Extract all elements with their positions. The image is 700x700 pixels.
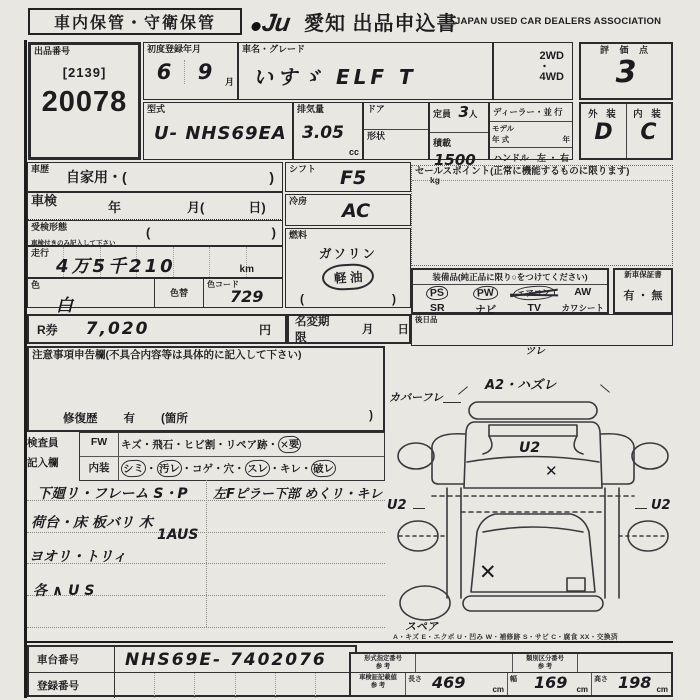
note-pillar: 左Fピラー下部 めくリ・キレ <box>213 487 383 502</box>
payload-value: 1500 <box>434 151 476 169</box>
drive-4wd: 4WD <box>539 71 564 84</box>
note-undercarriage: 下廻リ・フレーム S・P <box>37 486 188 502</box>
displacement-box <box>293 102 363 160</box>
front-fender-left <box>432 434 465 484</box>
annotation-windshield-x: ✕ <box>545 462 558 480</box>
steering-options: 左 ・ 右 <box>536 153 569 163</box>
interior-item-circled: 破レ <box>311 459 337 477</box>
rear-detail-box <box>567 578 585 591</box>
displacement-label: 排気量 <box>297 104 325 114</box>
chassis-table <box>27 645 357 697</box>
front-wheel-right <box>632 443 668 469</box>
capacity-unit: 人 <box>468 109 478 119</box>
note-bed-floor: 荷台・床 板バリ 木 <box>31 515 153 531</box>
note-kakubu: 各 ∧ U S <box>33 583 95 599</box>
equip-leather-seat: カワシート <box>561 303 604 313</box>
class-number-value <box>578 654 671 672</box>
drive-dot: ・ <box>539 60 550 73</box>
storage-label-box <box>28 8 242 35</box>
annotation-cab-dent: U2 <box>519 440 541 456</box>
equip-aircon-struck: エアコン <box>513 285 555 301</box>
fw-item-circled: ✕要 <box>278 435 302 453</box>
fw-item: 飛石 <box>152 439 174 451</box>
form-body <box>24 40 677 698</box>
equip-aw: AW <box>574 286 592 298</box>
fw-item: リペア跡 <box>225 439 268 451</box>
warranty-box <box>613 268 673 314</box>
width-cell <box>508 673 592 695</box>
note-1aus: 1AUS <box>157 527 199 543</box>
dealer-import-label: ディーラー・並 行 <box>490 103 572 122</box>
grade-box <box>579 102 673 160</box>
lot-number-box <box>28 42 141 160</box>
damage-legend: A・キズ E・エクボ U・凹み W・補修跡 S・サビ C・腐食 XX・交換済 <box>393 634 618 641</box>
model-year-suffix: 年 <box>562 135 570 144</box>
car-history-box <box>27 162 283 192</box>
door-shape-box <box>363 102 429 160</box>
warranty-options: 有 ・ 無 <box>623 289 663 302</box>
interior-item-circled: 汚レ <box>156 459 182 477</box>
column-divider <box>206 480 207 627</box>
lot-code: [2139] <box>62 65 107 81</box>
cab-corner-left <box>483 436 492 454</box>
interior-item-circled: スレ <box>244 459 270 477</box>
height-unit: cm <box>656 685 668 694</box>
exterior-grade-value: D <box>594 120 613 145</box>
capacity-value: 3 <box>458 103 469 121</box>
tick-mark <box>413 508 425 509</box>
registration-number-row <box>29 673 355 698</box>
fw-label: FW <box>80 433 119 456</box>
registration-number-cells <box>115 673 355 698</box>
notice-box <box>27 346 385 432</box>
first-registration-box <box>143 42 238 100</box>
aircon-value: AC <box>342 200 371 222</box>
paren-close: ) <box>369 410 373 422</box>
inspector-table <box>79 432 385 481</box>
exam-form-label: 受検形態 <box>31 222 68 232</box>
rear-wheel-left <box>398 521 438 551</box>
inspector-interior-row: 内装 シミ ・ 汚レ ・コゲ・穴・ スレ ・キレ・ 破レ <box>80 457 384 480</box>
height-label: 高さ <box>594 676 608 683</box>
interior-row-label: 内装 <box>80 457 119 480</box>
lot-number: 20078 <box>41 86 128 119</box>
car-history-value: 自家用・( <box>66 169 127 185</box>
r-ticket-value: 7,020 <box>85 319 150 339</box>
aircon-box <box>285 194 411 226</box>
warranty-label: 新車保証書 <box>624 270 662 279</box>
inspection-expiry-box <box>27 192 283 220</box>
divider <box>626 104 627 158</box>
car-name-label: 車名・グレード <box>242 44 306 54</box>
front-fender-right <box>601 434 634 484</box>
rear-bumper <box>463 596 603 611</box>
front-bumper <box>469 402 597 419</box>
name-change-day: 日 <box>397 324 409 336</box>
car-name-box <box>238 42 493 100</box>
payload-unit: kg <box>430 175 440 185</box>
color-code-label: 色コード <box>207 280 239 289</box>
fw-item: キズ <box>121 439 142 451</box>
name-change-label: 名変期限 <box>295 316 330 344</box>
dealer-import-box <box>489 102 573 163</box>
repair-location: (箇所 <box>161 413 188 425</box>
first-registration-month: 9 <box>197 60 213 85</box>
drive-type-box <box>493 42 573 100</box>
door-label: ドア <box>367 104 385 114</box>
shift-label: シフト <box>289 164 317 174</box>
length-cell <box>406 673 508 695</box>
mileage-box <box>27 246 283 278</box>
car-name-value: いすゞ ELF T <box>253 65 417 90</box>
payload-label: 積載 <box>433 138 452 148</box>
capacity-payload-box <box>429 102 489 185</box>
name-change-box <box>287 314 411 344</box>
spec-table <box>349 652 673 697</box>
annotation-spare-label: スペア <box>405 620 438 633</box>
color-change-label: 色替 <box>169 287 188 298</box>
tick-mark <box>635 508 647 509</box>
car-history-label: 車歴 <box>31 164 50 174</box>
evaluation-score-box <box>579 42 673 100</box>
annotation-bumper-loose: A2・ハズレ <box>485 378 557 393</box>
model-code-label: 型式 <box>147 104 166 114</box>
inspection-year: 年 <box>108 199 122 215</box>
equip-ps: PS <box>426 285 449 300</box>
interior-item: キレ <box>280 463 301 475</box>
shift-value: F5 <box>340 167 367 189</box>
later-items-label: 後日品 <box>415 315 438 324</box>
chassis-value: NHS69E- 7402076 <box>125 649 327 670</box>
cab-corner-right <box>574 436 583 454</box>
aircon-label: 冷房 <box>289 196 308 206</box>
fw-item: ヒビ割 <box>183 439 216 451</box>
color-code-value: 729 <box>230 287 264 307</box>
interior-item-circled: シミ <box>121 459 147 477</box>
exam-form-note: 車検付きのみ記入して下さい <box>31 240 116 248</box>
width-label: 幅 <box>510 676 517 683</box>
spare-tire <box>400 586 450 620</box>
inspection-day: 日) <box>248 199 266 215</box>
repair-history-value: 有 <box>123 413 135 425</box>
repair-history-label: 修復歴 <box>63 413 98 425</box>
height-cell <box>592 673 671 695</box>
length-unit: cm <box>492 685 504 694</box>
paren-open: ( <box>300 292 304 307</box>
first-registration-label: 初度登録年月 <box>147 44 202 54</box>
inspection-month: 月( <box>187 199 205 215</box>
front-wheel-left <box>398 443 434 469</box>
registration-number-label: 登録番号 <box>29 673 115 698</box>
spec-source-label: 車検証記載値 参 考 <box>351 673 406 695</box>
evaluation-score-value: 3 <box>615 55 637 91</box>
interior-grade-label: 内 装 <box>633 109 664 120</box>
paren-close: ) <box>271 225 276 240</box>
height-value: 198 <box>618 673 652 692</box>
interior-item: 穴 <box>223 463 234 475</box>
type-designation-label: 形式指定番号 参 考 <box>351 654 416 672</box>
equip-navi: ナビ <box>475 304 497 316</box>
name-change-month: 月 <box>362 324 374 336</box>
notice-label: 注意事項申告欄(不具合内容等は具体的に記入して下さい) <box>32 349 302 361</box>
equip-sr: SR <box>429 302 445 314</box>
type-designation-value <box>416 654 513 672</box>
handwritten-notes <box>27 480 385 632</box>
rear-body-curve <box>483 527 583 532</box>
displacement-unit: cc <box>348 147 359 157</box>
fuel-gasoline: ガソリン <box>318 247 377 262</box>
capacity-label: 定員 <box>433 109 452 119</box>
length-value: 469 <box>432 673 466 692</box>
chassis-label: 車台番号 <box>29 647 115 672</box>
paren-open: ( <box>146 225 151 240</box>
damage-diagram <box>387 346 673 632</box>
shape-label: 形状 <box>367 131 386 141</box>
paren-close: ) <box>392 292 396 307</box>
class-number-label: 類別区分番号 参 考 <box>513 654 578 672</box>
length-label: 長さ <box>408 676 422 683</box>
inspector-column-label: 検査員 記入欄 <box>27 437 59 469</box>
annotation-cover-crack: カバーフレ <box>389 391 444 404</box>
model-code-value: U- NHS69EA <box>154 123 287 145</box>
mileage-value: 4万5千210 <box>56 256 176 277</box>
equip-tv: TV <box>527 302 541 314</box>
drive-2wd: 2WD <box>539 50 564 62</box>
color-value: 白 <box>56 296 73 317</box>
mileage-label: 走行 <box>31 248 50 258</box>
equipment-label: 装備品(純正品に限り○をつけてください) <box>413 270 607 285</box>
annotation-left-dent: U2 <box>387 498 407 513</box>
interior-grade-value: C <box>640 120 657 145</box>
r-ticket-box <box>27 314 287 344</box>
width-unit: cm <box>576 685 588 694</box>
evaluation-score-label: 評 価 点 <box>599 45 652 55</box>
inspector-fw-row: FW キズ・飛石・ヒビ割・リペア跡・ ✕要 <box>80 433 384 457</box>
annotation-tsure: ツレ <box>525 346 545 357</box>
color-label: 色 <box>31 280 41 290</box>
exterior-grade-label: 外 装 <box>588 109 619 120</box>
car-history-paren: ) <box>269 169 274 185</box>
displacement-value: 3.05 <box>302 123 344 144</box>
chassis-row <box>29 647 355 673</box>
annotation-right-dent: U2 <box>651 498 671 513</box>
interior-item: コゲ <box>192 463 213 475</box>
ju-logo: Ju <box>250 9 291 38</box>
width-value: 169 <box>534 673 568 692</box>
shift-box <box>285 162 411 192</box>
fuel-box <box>285 228 411 308</box>
model-year-label: モデル 年 式 <box>492 124 515 144</box>
windshield-curve <box>467 457 599 463</box>
equip-pw: PW <box>473 285 499 300</box>
sales-point-label: セールスポイント(正常に機能するものに限ります) <box>412 166 672 181</box>
equipment-box <box>411 268 609 314</box>
fuel-diesel-circled: 軽 油 <box>321 263 375 292</box>
inspection-expiry-label: 車検 <box>31 193 58 208</box>
storage-label: 車内保管・守衛保管 <box>53 15 216 32</box>
exam-form-box <box>27 220 283 246</box>
lot-number-label: 出品番号 <box>34 46 71 56</box>
bottom-divider <box>27 641 673 643</box>
tick-mark <box>443 402 461 403</box>
sales-point-box <box>411 165 673 266</box>
fuel-label: 燃料 <box>289 230 308 240</box>
annotation-rear-x: ✕ <box>479 560 497 584</box>
ruled-line <box>27 627 385 628</box>
month-suffix: 月 <box>225 77 235 88</box>
note-yogori: ヨオリ・トリィ <box>29 549 127 565</box>
first-registration-year: 6 <box>144 60 185 84</box>
r-ticket-unit: 円 <box>258 322 271 337</box>
mileage-unit: km <box>239 264 254 275</box>
r-ticket-label: R券 <box>37 322 58 337</box>
cab-roof <box>489 425 577 436</box>
model-code-box <box>143 102 293 160</box>
steering-label: ハンドル <box>493 153 530 163</box>
color-box <box>27 278 283 317</box>
form-title: 愛知 出品申込書 <box>304 13 458 35</box>
form-subtitle-en: JAPAN USED CAR DEALERS ASSOCIATION <box>455 16 662 27</box>
